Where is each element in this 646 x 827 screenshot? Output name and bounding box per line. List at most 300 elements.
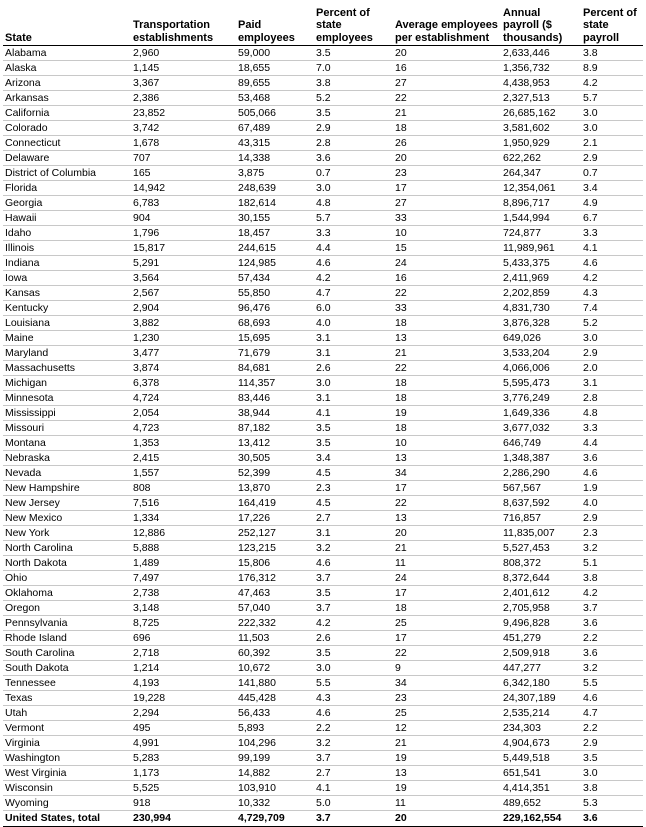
cell-percent-payroll: 3.0 [581, 766, 643, 781]
cell-paid-employees: 17,226 [236, 511, 314, 526]
table-row [3, 46, 643, 61]
total-state: United States, total [3, 811, 131, 827]
cell-annual-payroll: 2,633,446 [501, 46, 581, 61]
cell-state: Missouri [3, 421, 131, 436]
table-row [3, 451, 643, 466]
cell-establishments: 2,718 [131, 646, 236, 661]
cell-paid-employees: 505,066 [236, 106, 314, 121]
cell-percent-employees: 3.5 [314, 106, 393, 121]
cell-annual-payroll: 8,637,592 [501, 496, 581, 511]
cell-state: Maryland [3, 346, 131, 361]
cell-annual-payroll: 24,307,189 [501, 691, 581, 706]
header-transportation-establishments: Transportation establishments [131, 2, 236, 46]
cell-percent-payroll: 5.7 [581, 91, 643, 106]
table-row [3, 661, 643, 676]
cell-percent-employees: 3.4 [314, 451, 393, 466]
cell-percent-payroll: 3.0 [581, 106, 643, 121]
header-average-employees: Average employees per establishment [393, 2, 501, 46]
cell-establishments: 1,214 [131, 661, 236, 676]
cell-annual-payroll: 4,831,730 [501, 301, 581, 316]
header-state: State [3, 2, 131, 46]
cell-paid-employees: 87,182 [236, 421, 314, 436]
cell-avg-employees: 34 [393, 676, 501, 691]
cell-avg-employees: 22 [393, 646, 501, 661]
cell-annual-payroll: 489,652 [501, 796, 581, 811]
cell-avg-employees: 21 [393, 541, 501, 556]
cell-establishments: 2,386 [131, 91, 236, 106]
cell-avg-employees: 16 [393, 271, 501, 286]
cell-annual-payroll: 2,705,958 [501, 601, 581, 616]
cell-percent-employees: 4.3 [314, 691, 393, 706]
cell-establishments: 2,960 [131, 46, 236, 61]
cell-percent-employees: 3.1 [314, 346, 393, 361]
cell-state: North Dakota [3, 556, 131, 571]
cell-establishments: 7,497 [131, 571, 236, 586]
table-row [3, 751, 643, 766]
cell-establishments: 1,796 [131, 226, 236, 241]
cell-percent-employees: 4.2 [314, 271, 393, 286]
cell-state: South Carolina [3, 646, 131, 661]
cell-establishments: 3,742 [131, 121, 236, 136]
cell-state: Connecticut [3, 136, 131, 151]
cell-percent-payroll: 3.5 [581, 751, 643, 766]
cell-paid-employees: 43,315 [236, 136, 314, 151]
cell-state: Idaho [3, 226, 131, 241]
cell-establishments: 5,283 [131, 751, 236, 766]
cell-state: Colorado [3, 121, 131, 136]
cell-annual-payroll: 3,677,032 [501, 421, 581, 436]
cell-establishments: 6,783 [131, 196, 236, 211]
cell-percent-employees: 4.6 [314, 706, 393, 721]
total-annual-payroll: 229,162,554 [501, 811, 581, 827]
cell-percent-employees: 5.7 [314, 211, 393, 226]
table-row [3, 511, 643, 526]
table-row [3, 481, 643, 496]
cell-paid-employees: 15,695 [236, 331, 314, 346]
cell-state: South Dakota [3, 661, 131, 676]
total-row [3, 811, 643, 827]
cell-annual-payroll: 716,857 [501, 511, 581, 526]
cell-percent-payroll: 2.0 [581, 361, 643, 376]
cell-avg-employees: 24 [393, 256, 501, 271]
cell-percent-payroll: 2.9 [581, 511, 643, 526]
cell-percent-payroll: 2.2 [581, 631, 643, 646]
table-row [3, 136, 643, 151]
cell-establishments: 2,415 [131, 451, 236, 466]
cell-establishments: 4,991 [131, 736, 236, 751]
cell-establishments: 707 [131, 151, 236, 166]
cell-paid-employees: 13,870 [236, 481, 314, 496]
cell-annual-payroll: 234,303 [501, 721, 581, 736]
cell-annual-payroll: 1,356,732 [501, 61, 581, 76]
cell-annual-payroll: 2,202,859 [501, 286, 581, 301]
cell-annual-payroll: 1,544,994 [501, 211, 581, 226]
cell-percent-payroll: 6.7 [581, 211, 643, 226]
cell-paid-employees: 252,127 [236, 526, 314, 541]
cell-state: Florida [3, 181, 131, 196]
cell-percent-payroll: 4.2 [581, 76, 643, 91]
cell-avg-employees: 21 [393, 106, 501, 121]
cell-establishments: 3,477 [131, 346, 236, 361]
table-row [3, 181, 643, 196]
cell-establishments: 7,516 [131, 496, 236, 511]
cell-annual-payroll: 649,026 [501, 331, 581, 346]
cell-percent-employees: 3.5 [314, 586, 393, 601]
cell-establishments: 495 [131, 721, 236, 736]
cell-state: Michigan [3, 376, 131, 391]
cell-avg-employees: 22 [393, 361, 501, 376]
cell-state: Texas [3, 691, 131, 706]
table-row [3, 196, 643, 211]
cell-percent-employees: 3.2 [314, 736, 393, 751]
cell-avg-employees: 13 [393, 766, 501, 781]
cell-percent-payroll: 2.9 [581, 736, 643, 751]
cell-avg-employees: 17 [393, 586, 501, 601]
cell-percent-payroll: 4.4 [581, 436, 643, 451]
cell-percent-payroll: 5.2 [581, 316, 643, 331]
cell-annual-payroll: 12,354,061 [501, 181, 581, 196]
cell-percent-payroll: 2.8 [581, 391, 643, 406]
table-row [3, 211, 643, 226]
cell-percent-employees: 2.7 [314, 766, 393, 781]
table-row [3, 91, 643, 106]
cell-avg-employees: 19 [393, 781, 501, 796]
cell-avg-employees: 13 [393, 331, 501, 346]
cell-state: Hawaii [3, 211, 131, 226]
table-row [3, 361, 643, 376]
header-paid-employees: Paid employees [236, 2, 314, 46]
cell-percent-employees: 3.7 [314, 751, 393, 766]
cell-annual-payroll: 5,433,375 [501, 256, 581, 271]
cell-percent-employees: 2.2 [314, 721, 393, 736]
cell-percent-employees: 4.0 [314, 316, 393, 331]
cell-paid-employees: 55,850 [236, 286, 314, 301]
cell-establishments: 1,489 [131, 556, 236, 571]
cell-percent-employees: 7.0 [314, 61, 393, 76]
cell-establishments: 15,817 [131, 241, 236, 256]
cell-percent-payroll: 3.8 [581, 571, 643, 586]
total-establishments: 230,994 [131, 811, 236, 827]
cell-annual-payroll: 646,749 [501, 436, 581, 451]
cell-percent-employees: 4.4 [314, 241, 393, 256]
cell-percent-employees: 4.1 [314, 781, 393, 796]
table-row [3, 526, 643, 541]
total-paid-employees: 4,729,709 [236, 811, 314, 827]
cell-avg-employees: 12 [393, 721, 501, 736]
header-annual-payroll: Annual payroll ($ thousands) [501, 2, 581, 46]
cell-avg-employees: 25 [393, 616, 501, 631]
cell-state: Louisiana [3, 316, 131, 331]
cell-annual-payroll: 1,649,336 [501, 406, 581, 421]
table-header [3, 2, 643, 46]
cell-percent-payroll: 3.1 [581, 376, 643, 391]
cell-percent-payroll: 3.6 [581, 616, 643, 631]
cell-percent-employees: 0.7 [314, 166, 393, 181]
cell-state: Vermont [3, 721, 131, 736]
table-row [3, 121, 643, 136]
cell-avg-employees: 19 [393, 406, 501, 421]
cell-percent-employees: 3.1 [314, 526, 393, 541]
cell-establishments: 808 [131, 481, 236, 496]
cell-paid-employees: 47,463 [236, 586, 314, 601]
cell-annual-payroll: 451,279 [501, 631, 581, 646]
cell-annual-payroll: 11,835,007 [501, 526, 581, 541]
cell-paid-employees: 114,357 [236, 376, 314, 391]
cell-state: Oklahoma [3, 586, 131, 601]
state-transportation-table [3, 2, 643, 827]
cell-percent-payroll: 8.9 [581, 61, 643, 76]
cell-percent-employees: 4.8 [314, 196, 393, 211]
cell-annual-payroll: 5,527,453 [501, 541, 581, 556]
cell-paid-employees: 123,215 [236, 541, 314, 556]
cell-paid-employees: 67,489 [236, 121, 314, 136]
cell-annual-payroll: 4,414,351 [501, 781, 581, 796]
cell-establishments: 904 [131, 211, 236, 226]
cell-paid-employees: 56,433 [236, 706, 314, 721]
table-row [3, 376, 643, 391]
table-row [3, 406, 643, 421]
cell-percent-payroll: 2.9 [581, 151, 643, 166]
cell-state: Oregon [3, 601, 131, 616]
cell-percent-payroll: 4.6 [581, 256, 643, 271]
cell-paid-employees: 5,893 [236, 721, 314, 736]
cell-percent-employees: 2.8 [314, 136, 393, 151]
cell-establishments: 12,886 [131, 526, 236, 541]
cell-state: Alabama [3, 46, 131, 61]
cell-establishments: 3,882 [131, 316, 236, 331]
cell-paid-employees: 11,503 [236, 631, 314, 646]
cell-percent-payroll: 0.7 [581, 166, 643, 181]
cell-avg-employees: 13 [393, 511, 501, 526]
cell-paid-employees: 222,332 [236, 616, 314, 631]
table-row [3, 166, 643, 181]
table-row [3, 496, 643, 511]
cell-paid-employees: 18,457 [236, 226, 314, 241]
cell-percent-payroll: 1.9 [581, 481, 643, 496]
header-percent-state-employees: Percent of state employees [314, 2, 393, 46]
cell-establishments: 1,334 [131, 511, 236, 526]
cell-annual-payroll: 8,896,717 [501, 196, 581, 211]
cell-percent-employees: 2.6 [314, 361, 393, 376]
cell-establishments: 2,567 [131, 286, 236, 301]
cell-avg-employees: 20 [393, 151, 501, 166]
cell-percent-employees: 3.5 [314, 421, 393, 436]
cell-avg-employees: 18 [393, 316, 501, 331]
cell-percent-employees: 3.0 [314, 181, 393, 196]
table-row [3, 571, 643, 586]
table-row [3, 796, 643, 811]
cell-percent-payroll: 4.2 [581, 586, 643, 601]
cell-annual-payroll: 2,401,612 [501, 586, 581, 601]
table-row [3, 691, 643, 706]
cell-percent-payroll: 5.1 [581, 556, 643, 571]
cell-percent-employees: 4.6 [314, 256, 393, 271]
cell-avg-employees: 25 [393, 706, 501, 721]
cell-establishments: 1,353 [131, 436, 236, 451]
cell-annual-payroll: 9,496,828 [501, 616, 581, 631]
cell-percent-employees: 4.1 [314, 406, 393, 421]
cell-establishments: 1,145 [131, 61, 236, 76]
cell-percent-payroll: 3.8 [581, 46, 643, 61]
cell-paid-employees: 30,505 [236, 451, 314, 466]
cell-avg-employees: 26 [393, 136, 501, 151]
cell-percent-payroll: 3.2 [581, 541, 643, 556]
table-row [3, 436, 643, 451]
cell-percent-payroll: 2.2 [581, 721, 643, 736]
table-row [3, 601, 643, 616]
table-row [3, 391, 643, 406]
cell-percent-employees: 4.5 [314, 466, 393, 481]
cell-annual-payroll: 4,438,953 [501, 76, 581, 91]
table-row [3, 676, 643, 691]
cell-avg-employees: 10 [393, 226, 501, 241]
cell-establishments: 2,054 [131, 406, 236, 421]
table-row [3, 706, 643, 721]
cell-establishments: 165 [131, 166, 236, 181]
table-row [3, 151, 643, 166]
cell-establishments: 8,725 [131, 616, 236, 631]
cell-avg-employees: 27 [393, 196, 501, 211]
cell-paid-employees: 244,615 [236, 241, 314, 256]
cell-state: Nevada [3, 466, 131, 481]
cell-state: Utah [3, 706, 131, 721]
total-percent-payroll: 3.6 [581, 811, 643, 827]
cell-annual-payroll: 3,533,204 [501, 346, 581, 361]
cell-annual-payroll: 26,685,162 [501, 106, 581, 121]
cell-paid-employees: 104,296 [236, 736, 314, 751]
cell-paid-employees: 14,882 [236, 766, 314, 781]
table-row [3, 241, 643, 256]
cell-avg-employees: 18 [393, 601, 501, 616]
cell-paid-employees: 53,468 [236, 91, 314, 106]
cell-state: North Carolina [3, 541, 131, 556]
cell-state: Alaska [3, 61, 131, 76]
cell-percent-employees: 2.7 [314, 511, 393, 526]
cell-annual-payroll: 1,348,387 [501, 451, 581, 466]
cell-establishments: 3,367 [131, 76, 236, 91]
cell-annual-payroll: 3,876,328 [501, 316, 581, 331]
table-body [3, 46, 643, 827]
cell-paid-employees: 59,000 [236, 46, 314, 61]
cell-avg-employees: 10 [393, 436, 501, 451]
cell-state: West Virginia [3, 766, 131, 781]
cell-percent-payroll: 2.9 [581, 346, 643, 361]
cell-establishments: 3,564 [131, 271, 236, 286]
cell-avg-employees: 33 [393, 301, 501, 316]
cell-state: Georgia [3, 196, 131, 211]
cell-paid-employees: 30,155 [236, 211, 314, 226]
cell-annual-payroll: 5,595,473 [501, 376, 581, 391]
cell-percent-employees: 4.5 [314, 496, 393, 511]
cell-percent-employees: 3.3 [314, 226, 393, 241]
cell-state: New Hampshire [3, 481, 131, 496]
cell-state: Minnesota [3, 391, 131, 406]
cell-avg-employees: 13 [393, 451, 501, 466]
cell-avg-employees: 23 [393, 166, 501, 181]
cell-annual-payroll: 2,327,513 [501, 91, 581, 106]
cell-establishments: 2,738 [131, 586, 236, 601]
cell-state: Kentucky [3, 301, 131, 316]
cell-avg-employees: 17 [393, 181, 501, 196]
cell-paid-employees: 96,476 [236, 301, 314, 316]
cell-annual-payroll: 447,277 [501, 661, 581, 676]
cell-establishments: 23,852 [131, 106, 236, 121]
cell-paid-employees: 57,040 [236, 601, 314, 616]
cell-avg-employees: 9 [393, 661, 501, 676]
table-row [3, 331, 643, 346]
cell-percent-employees: 4.7 [314, 286, 393, 301]
cell-state: Arkansas [3, 91, 131, 106]
cell-percent-payroll: 4.8 [581, 406, 643, 421]
table-row [3, 541, 643, 556]
table-row [3, 271, 643, 286]
cell-state: New Jersey [3, 496, 131, 511]
cell-avg-employees: 22 [393, 496, 501, 511]
table-row [3, 316, 643, 331]
cell-percent-payroll: 3.3 [581, 226, 643, 241]
cell-establishments: 5,525 [131, 781, 236, 796]
cell-establishments: 2,294 [131, 706, 236, 721]
cell-paid-employees: 13,412 [236, 436, 314, 451]
cell-percent-payroll: 3.3 [581, 421, 643, 436]
cell-establishments: 696 [131, 631, 236, 646]
cell-avg-employees: 33 [393, 211, 501, 226]
cell-avg-employees: 17 [393, 631, 501, 646]
cell-paid-employees: 68,693 [236, 316, 314, 331]
cell-annual-payroll: 2,535,214 [501, 706, 581, 721]
cell-percent-payroll: 5.3 [581, 796, 643, 811]
cell-annual-payroll: 6,342,180 [501, 676, 581, 691]
cell-avg-employees: 22 [393, 286, 501, 301]
table-row [3, 631, 643, 646]
cell-paid-employees: 60,392 [236, 646, 314, 661]
table-row [3, 106, 643, 121]
cell-paid-employees: 248,639 [236, 181, 314, 196]
cell-avg-employees: 15 [393, 241, 501, 256]
cell-avg-employees: 18 [393, 421, 501, 436]
cell-annual-payroll: 4,066,006 [501, 361, 581, 376]
cell-percent-employees: 5.0 [314, 796, 393, 811]
cell-paid-employees: 10,332 [236, 796, 314, 811]
cell-paid-employees: 83,446 [236, 391, 314, 406]
cell-percent-employees: 3.0 [314, 376, 393, 391]
cell-state: Mississippi [3, 406, 131, 421]
cell-percent-payroll: 3.4 [581, 181, 643, 196]
cell-state: Illinois [3, 241, 131, 256]
cell-avg-employees: 18 [393, 376, 501, 391]
cell-establishments: 1,173 [131, 766, 236, 781]
cell-annual-payroll: 2,509,918 [501, 646, 581, 661]
cell-paid-employees: 103,910 [236, 781, 314, 796]
table-row [3, 736, 643, 751]
total-percent-employees: 3.7 [314, 811, 393, 827]
cell-percent-employees: 3.2 [314, 541, 393, 556]
cell-percent-employees: 3.7 [314, 571, 393, 586]
cell-percent-employees: 3.1 [314, 331, 393, 346]
cell-paid-employees: 99,199 [236, 751, 314, 766]
cell-avg-employees: 11 [393, 796, 501, 811]
table-row [3, 466, 643, 481]
cell-percent-employees: 3.5 [314, 646, 393, 661]
cell-avg-employees: 17 [393, 481, 501, 496]
header-row [3, 2, 643, 46]
table-row [3, 766, 643, 781]
cell-establishments: 19,228 [131, 691, 236, 706]
cell-annual-payroll: 11,989,961 [501, 241, 581, 256]
table-row [3, 781, 643, 796]
cell-state: Virginia [3, 736, 131, 751]
cell-percent-employees: 6.0 [314, 301, 393, 316]
